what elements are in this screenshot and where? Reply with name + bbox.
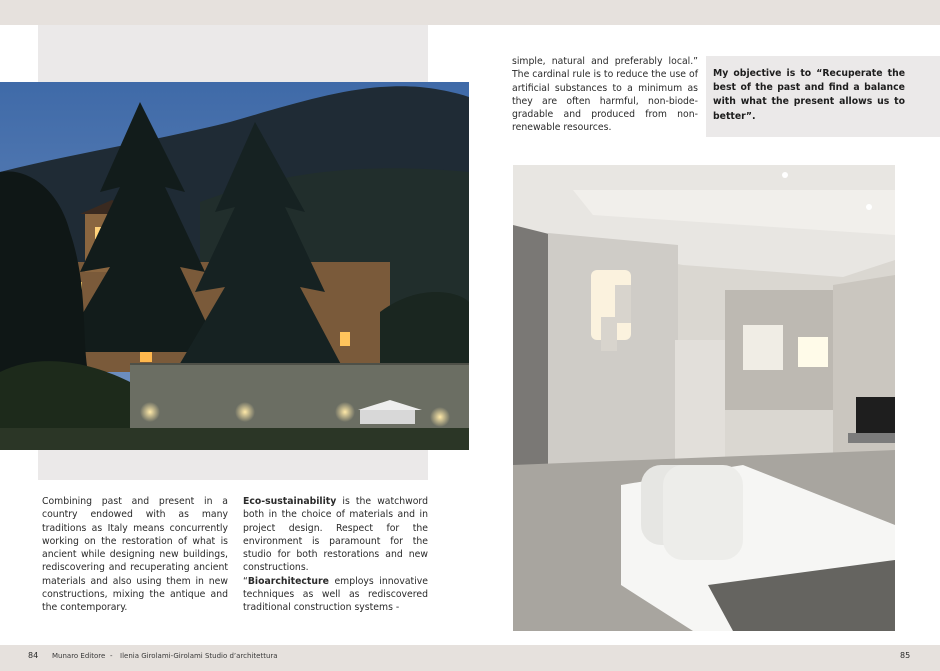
- eco-sustainability-term: Eco-sustainability: [243, 496, 337, 507]
- pull-quote: My objective is to “Recuperate the best of the past and find a balance with what the present allows us to better”.: [713, 68, 905, 122]
- continued-paragraph: simple, natural and preferably local.” The cardinal rule is to reduce the use of artificial substances to a minimum as they are often harmful, non-biode-gradable and produced from non-renewable resources.: [512, 56, 698, 134]
- intro-paragraph: Combining past and present in a country endowed with as many traditions as Italy means concurrently working on the restoration of what is ancient while designing new buildings, rediscovering and recuperating ancient materials and also using them in new constructions, mixing the antique and the contemporary.: [42, 496, 228, 614]
- text-column-2: [243, 495, 428, 615]
- footer-studio: Ilenia Girolami-Girolami Studio d’architettura: [120, 652, 278, 660]
- left-page-number: 84: [28, 651, 39, 660]
- pull-quote-box: [706, 56, 940, 137]
- villa-night-photo: [0, 82, 469, 450]
- footer-publisher: Munaro Editore: [52, 652, 106, 660]
- eco-paragraph-body: is the watchword both in the choice of materials and in project design. Respect for the environment is paramount for the studio for both restorations and new constructions.: [243, 496, 428, 574]
- bioarchitecture-paragraph-body: employs innovative techniques as well as rediscovered traditional construction systems -: [243, 575, 428, 614]
- open-quote-mark: “: [243, 575, 248, 587]
- bioarchitecture-term: Bioarchitecture: [247, 575, 329, 587]
- footer-separator: -: [110, 652, 113, 660]
- right-page-number: 85: [900, 651, 911, 660]
- text-column-3: [512, 55, 698, 135]
- top-band: [0, 0, 940, 25]
- interior-photo: [513, 165, 895, 631]
- text-column-1: [42, 495, 228, 615]
- eco-paragraph: [243, 495, 428, 575]
- bioarchitecture-paragraph: [243, 575, 428, 615]
